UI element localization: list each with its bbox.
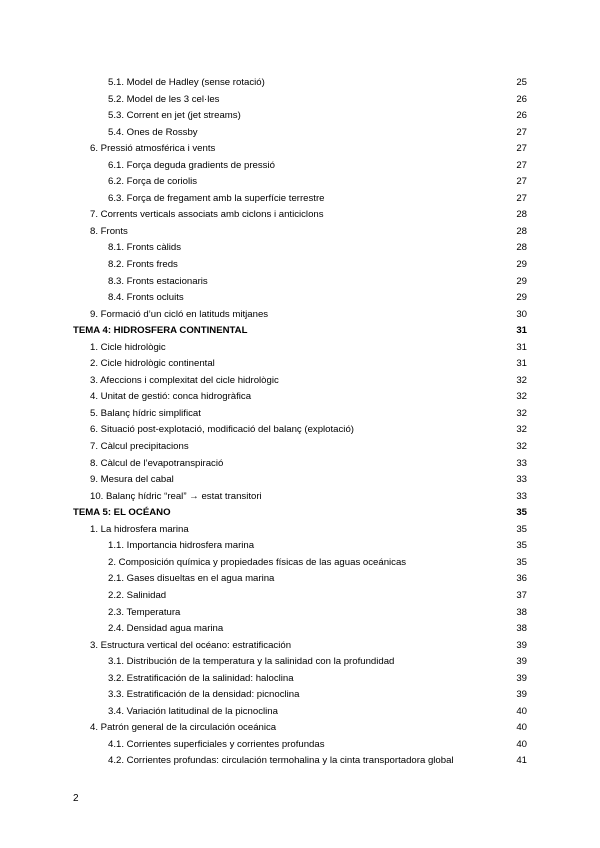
toc-entry[interactable] bbox=[0, 191, 600, 208]
toc-entry[interactable] bbox=[0, 125, 600, 142]
toc-entry-title: 8.2. Fronts freds bbox=[108, 259, 178, 271]
toc-entry[interactable] bbox=[0, 224, 600, 241]
toc-entry-page: 32 bbox=[516, 407, 527, 419]
toc-entry-page: 28 bbox=[516, 209, 527, 221]
toc-entry-page: 29 bbox=[516, 259, 527, 271]
toc-entry-page: 28 bbox=[516, 225, 527, 237]
toc-entry-page: 32 bbox=[516, 374, 527, 386]
toc-entry[interactable] bbox=[0, 571, 600, 588]
toc-entry[interactable] bbox=[0, 75, 600, 92]
toc-entry[interactable] bbox=[0, 505, 600, 522]
toc-entry[interactable] bbox=[0, 389, 600, 406]
toc-entry-title: 3.3. Estratificación de la densidad: picnoclina bbox=[108, 689, 300, 701]
toc-entry-title: 9. Mesura del cabal bbox=[90, 474, 174, 486]
toc-entry[interactable] bbox=[0, 158, 600, 175]
toc-entry[interactable] bbox=[0, 638, 600, 655]
toc-entry-title: 8.1. Fronts càlids bbox=[108, 242, 182, 254]
toc-entry-title: 3.2. Estratificación de la salinidad: haloclina bbox=[108, 672, 294, 684]
toc-entry-title: 1. Cicle hidrològic bbox=[90, 341, 166, 353]
toc-entry-page: 30 bbox=[516, 308, 527, 320]
toc-entry-title: 3.4. Variación latitudinal de la picnoclina bbox=[108, 705, 278, 717]
toc-entry-page: 26 bbox=[516, 110, 527, 122]
toc-entry[interactable] bbox=[0, 307, 600, 324]
toc-entry-page: 32 bbox=[516, 391, 527, 403]
toc-entry-title: TEMA 5: EL OCÉANO bbox=[73, 507, 171, 519]
toc-entry-page: 38 bbox=[516, 623, 527, 635]
toc-entry-title: 6. Pressió atmosférica i vents bbox=[90, 143, 216, 155]
toc-entry[interactable] bbox=[0, 555, 600, 572]
toc-entry-title: 5.4. Ones de Rossby bbox=[108, 126, 198, 138]
toc-entry[interactable] bbox=[0, 323, 600, 340]
toc-entry[interactable] bbox=[0, 141, 600, 158]
toc-entry-page: 32 bbox=[516, 424, 527, 436]
table-of-contents bbox=[0, 75, 600, 770]
toc-entry-page: 31 bbox=[516, 341, 527, 353]
toc-entry-title: 5.3. Corrent en jet (jet streams) bbox=[108, 110, 241, 122]
toc-entry-page: 27 bbox=[516, 176, 527, 188]
toc-entry-page: 33 bbox=[516, 474, 527, 486]
toc-entry[interactable] bbox=[0, 456, 600, 473]
toc-entry-page: 31 bbox=[516, 358, 527, 370]
toc-entry-title: 2.3. Temperatura bbox=[108, 606, 181, 618]
toc-entry[interactable] bbox=[0, 489, 600, 506]
toc-entry-page: 33 bbox=[516, 457, 527, 469]
toc-entry[interactable] bbox=[0, 290, 600, 307]
toc-entry-page: 35 bbox=[516, 540, 527, 552]
toc-entry[interactable] bbox=[0, 605, 600, 622]
toc-entry-page: 35 bbox=[516, 507, 527, 519]
toc-entry[interactable] bbox=[0, 472, 600, 489]
toc-entry-page: 35 bbox=[516, 523, 527, 535]
toc-entry-title: 6. Situació post-explotació, modificació del balanç (explotació) bbox=[90, 424, 354, 436]
toc-entry[interactable] bbox=[0, 720, 600, 737]
toc-entry[interactable] bbox=[0, 422, 600, 439]
toc-entry-title: 10. Balanç hídric “real” → estat transitori bbox=[90, 490, 262, 502]
page-number: 2 bbox=[73, 793, 79, 804]
toc-entry-title: 4. Unitat de gestió: conca hidrogràfica bbox=[90, 391, 252, 403]
toc-entry-title: 8.4. Fronts ocluits bbox=[108, 292, 184, 304]
toc-entry-title: 3. Estructura vertical del océano: estratificación bbox=[90, 639, 292, 651]
toc-entry-page: 33 bbox=[516, 490, 527, 502]
toc-entry-title: 8.3. Fronts estacionaris bbox=[108, 275, 208, 287]
toc-entry[interactable] bbox=[0, 654, 600, 671]
toc-entry-title: 1.1. Importancia hidrosfera marina bbox=[108, 540, 255, 552]
toc-entry-page: 29 bbox=[516, 275, 527, 287]
toc-entry-title: 6.3. Força de fregament amb la superfície terrestre bbox=[108, 192, 325, 204]
toc-entry-title: 7. Corrents verticals associats amb ciclons i anticiclons bbox=[90, 209, 324, 221]
toc-entry-page: 40 bbox=[516, 738, 527, 750]
toc-entry-page: 38 bbox=[516, 606, 527, 618]
toc-entry-title: 7. Càlcul precipitacions bbox=[90, 441, 189, 453]
toc-entry-page: 26 bbox=[516, 93, 527, 105]
toc-entry-title: 2. Cicle hidrològic continental bbox=[90, 358, 215, 370]
toc-entry-title: 8. Càlcul de l’evapotranspiració bbox=[90, 457, 224, 469]
toc-entry-page: 39 bbox=[516, 639, 527, 651]
toc-entry[interactable] bbox=[0, 406, 600, 423]
toc-entry[interactable] bbox=[0, 108, 600, 125]
toc-entry[interactable] bbox=[0, 621, 600, 638]
toc-entry-page: 28 bbox=[516, 242, 527, 254]
toc-entry-page: 25 bbox=[516, 77, 527, 88]
toc-entry-page: 27 bbox=[516, 192, 527, 204]
toc-entry[interactable] bbox=[0, 704, 600, 721]
toc-entry-page: 39 bbox=[516, 689, 527, 701]
toc-entry-page: 27 bbox=[516, 126, 527, 138]
toc-entry-title: 3.1. Distribución de la temperatura y la salinidad con la profundidad bbox=[108, 656, 395, 668]
toc-entry-title: 6.1. Força deguda gradients de pressió bbox=[108, 159, 275, 171]
toc-entry-title: 5. Balanç hídric simplificat bbox=[90, 407, 201, 419]
toc-entry-page: 27 bbox=[516, 159, 527, 171]
toc-entry-title: 8. Fronts bbox=[90, 225, 128, 237]
toc-entry[interactable] bbox=[0, 753, 600, 770]
toc-entry[interactable] bbox=[0, 340, 600, 357]
toc-entry-title: 6.2. Força de coriolis bbox=[108, 176, 198, 188]
toc-entry-page: 27 bbox=[516, 143, 527, 155]
toc-entry[interactable] bbox=[0, 92, 600, 109]
toc-entry[interactable] bbox=[0, 588, 600, 605]
toc-entry[interactable] bbox=[0, 240, 600, 257]
toc-entry-title: 4.1. Corrientes superficiales y corrientes profundas bbox=[108, 738, 325, 750]
toc-entry[interactable] bbox=[0, 257, 600, 274]
toc-entry-title: 4. Patrón general de la circulación oceánica bbox=[90, 722, 277, 734]
toc-entry-title: 5.1. Model de Hadley (sense rotació) bbox=[108, 77, 265, 88]
toc-entry[interactable] bbox=[0, 174, 600, 191]
toc-entry-title: 1. La hidrosfera marina bbox=[90, 523, 189, 535]
toc-entry[interactable] bbox=[0, 522, 600, 539]
toc-entry[interactable] bbox=[0, 737, 600, 754]
toc-entry-title: 2.1. Gases disueltas en el agua marina bbox=[108, 573, 275, 585]
toc-entry-page: 31 bbox=[516, 325, 527, 337]
toc-entry-title: 9. Formació d’un cicló en latituds mitjanes bbox=[90, 308, 269, 320]
toc-entry-title: 2. Composición química y propiedades físicas de las aguas oceánicas bbox=[108, 556, 407, 568]
toc-entry[interactable] bbox=[0, 356, 600, 373]
toc-entry-title: 2.2. Salinidad bbox=[108, 589, 167, 601]
toc-entry-page: 40 bbox=[516, 722, 527, 734]
toc-entry-title: TEMA 4: HIDROSFERA CONTINENTAL bbox=[73, 325, 248, 337]
toc-entry[interactable] bbox=[0, 274, 600, 291]
toc-entry-page: 39 bbox=[516, 672, 527, 684]
toc-entry[interactable] bbox=[0, 538, 600, 555]
toc-entry[interactable] bbox=[0, 671, 600, 688]
toc-entry-page: 32 bbox=[516, 441, 527, 453]
toc-entry-title: 5.2. Model de les 3 cel·les bbox=[108, 93, 220, 105]
toc-entry[interactable] bbox=[0, 439, 600, 456]
toc-entry-page: 36 bbox=[516, 573, 527, 585]
toc-entry[interactable] bbox=[0, 687, 600, 704]
toc-entry-page: 39 bbox=[516, 656, 527, 668]
toc-entry-page: 37 bbox=[516, 589, 527, 601]
toc-entry[interactable] bbox=[0, 373, 600, 390]
toc-entry-title: 2.4. Densidad agua marina bbox=[108, 623, 224, 635]
toc-entry-page: 41 bbox=[516, 755, 527, 767]
toc-entry-page: 40 bbox=[516, 705, 527, 717]
toc-entry-title: 3. Afeccions i complexitat del cicle hidrològic bbox=[90, 374, 279, 386]
toc-entry-page: 29 bbox=[516, 292, 527, 304]
toc-entry[interactable] bbox=[0, 207, 600, 224]
toc-entry-page: 35 bbox=[516, 556, 527, 568]
toc-entry-title: 4.2. Corrientes profundas: circulación termohalina y la cinta transportadora global bbox=[108, 755, 454, 767]
